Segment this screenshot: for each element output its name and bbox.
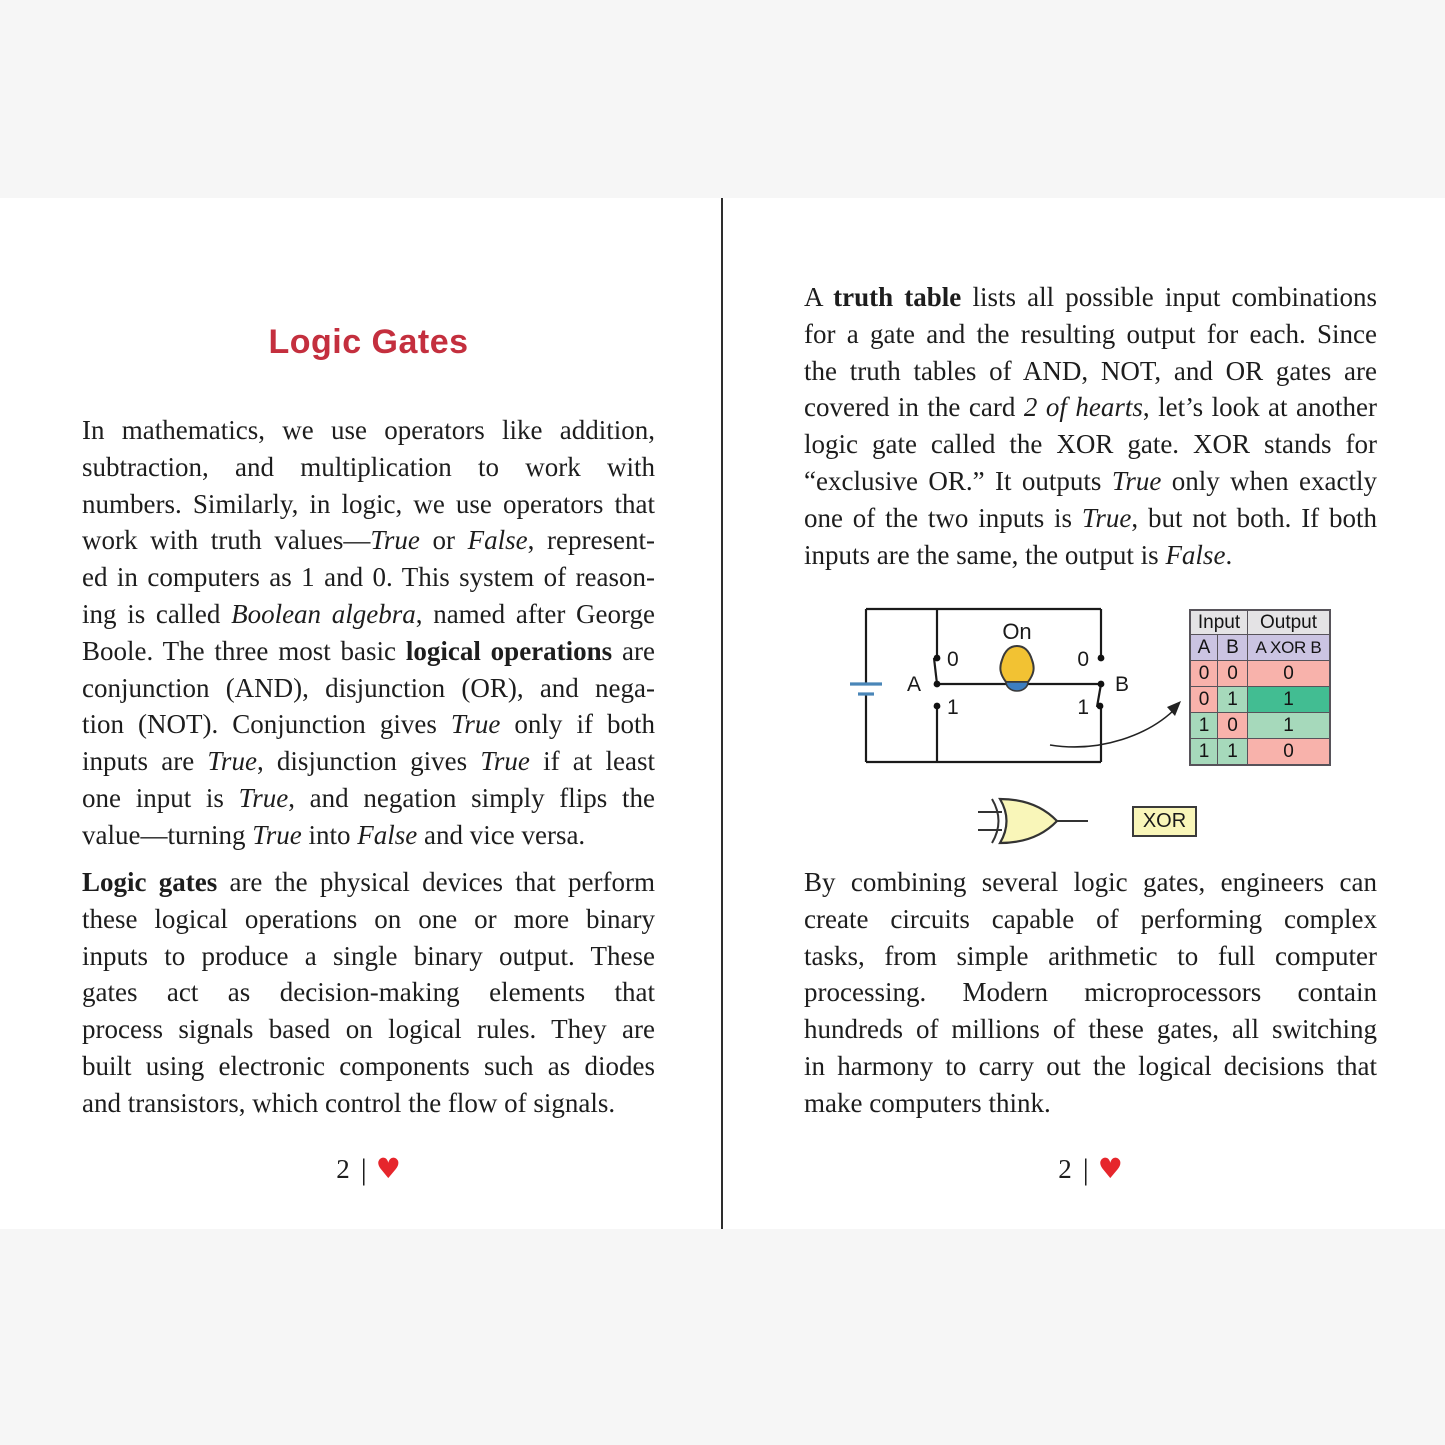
left-paragraph-1 [82,412,655,854]
right-page-footer [804,1152,1377,1186]
page-title: Logic Gates [268,323,469,361]
body-line: tion (NOT). Conjunction gives True only if both [82,709,655,740]
body-line: process signals based on logical rules. They are [82,1014,655,1045]
table-subheader-axorb: A XOR B [1248,635,1329,660]
body-line: conjunction (AND), disjunction (OR), and nega- [82,672,655,703]
body-line: these logical operations on one or more binary [82,903,655,934]
heart-suit-icon: ♥ [375,1152,401,1185]
switch-b [1097,655,1105,710]
footer-separator: | [360,1153,367,1186]
table-header-input: Input [1191,611,1247,634]
body-line: A truth table lists all possible input combinations [804,282,1377,312]
table-cell: 1 [1218,739,1247,764]
body-line: and transistors, which control the flow of signals. [82,1087,616,1118]
circuit-wires [866,609,1101,762]
body-line: covered in the card 2 of hearts, let’s look at another [804,392,1377,423]
body-line: numbers. Similarly, in logic, we use operators that [82,488,655,519]
left-paragraph-2 [82,864,655,1122]
body-line: work with truth values—True or False, represent- [82,525,655,556]
switch-a [934,655,941,710]
body-line: hundreds of millions of these gates, all switching [804,1014,1377,1045]
table-cell: 1 [1248,713,1329,738]
body-line: ed in computers as 1 and 0. This system of reason- [82,562,655,593]
xor-circuit-diagram [845,595,1205,795]
body-line: tasks, from simple arithmetic to full computer [804,940,1377,971]
table-cell: 1 [1218,687,1247,712]
top-margin-band [0,0,1445,198]
table-cell: 0 [1191,661,1217,686]
switch-a-1-label: 1 [947,696,959,719]
xor-truth-table [1189,609,1331,766]
body-line: inputs to produce a single binary output. These [82,940,655,971]
battery-icon [850,684,882,694]
table-cell-highlighted: 1 [1248,687,1329,712]
right-paragraph-2 [804,864,1377,1122]
body-line: create circuits capable of performing complex [804,903,1377,934]
bulb-on-label: On [1002,619,1032,644]
body-line: gates act as decision-making elements that [82,977,655,1008]
table-subheader-b: B [1218,635,1247,660]
xor-gate-icon [978,797,1090,847]
table-subheader-a: A [1191,635,1217,660]
table-cell: 0 [1218,661,1247,686]
body-line: inputs are True, disjunction gives True if at least [82,746,655,777]
body-line: Logic gates are the physical devices that perform [82,867,655,897]
heart-suit-icon: ♥ [1097,1152,1123,1185]
body-line: built using electronic components such as diodes [82,1050,655,1081]
page-divider [721,198,723,1229]
body-line: subtraction, and multiplication to work with [82,451,655,482]
body-line: In mathematics, we use operators like addition, [82,415,655,445]
body-line: one input is True, and negation simply flips the [82,782,656,813]
body-line: logic gate called the XOR gate. XOR stands for [804,429,1377,460]
table-cell: 0 [1191,687,1217,712]
table-cell: 0 [1218,713,1247,738]
switch-a-label: A [906,673,922,696]
switch-b-0-label: 0 [1077,648,1089,671]
body-line: Boole. The three most basic logical operations are [82,635,655,666]
pointer-arrow-icon [1050,701,1181,747]
left-page-footer [82,1152,655,1186]
body-line: one of the two inputs is True, but not both. If both [804,502,1377,533]
page-number: 2 [1058,1154,1072,1184]
body-line: processing. Modern microprocessors contain [804,977,1377,1008]
xor-gate-label: XOR [1132,806,1197,837]
body-line: ing is called Boolean algebra, named after George [82,598,655,629]
table-cell: 1 [1191,713,1217,738]
switch-b-1-label: 1 [1077,696,1089,719]
body-line: for a gate and the resulting output for each. Since [804,318,1377,349]
body-line: “exclusive OR.” It outputs True only when exactly [804,465,1377,496]
body-line: inputs are the same, the output is False. [804,539,1233,570]
switch-b-label: B [1115,673,1130,696]
bottom-margin-band [0,1229,1445,1445]
footer-separator: | [1082,1153,1089,1186]
table-cell: 0 [1248,661,1329,686]
body-line: the truth tables of AND, NOT, and OR gates are [804,355,1377,386]
page-number: 2 [336,1154,350,1184]
table-header-output: Output [1248,611,1329,634]
table-cell: 1 [1191,739,1217,764]
right-paragraph-1 [804,279,1377,573]
switch-a-0-label: 0 [947,648,959,671]
body-line: value—turning True into False and vice versa. [82,819,586,850]
body-line: By combining several logic gates, engineers can [804,867,1377,897]
body-line: make computers think. [804,1087,1051,1118]
body-line: in harmony to carry out the logical decisions that [804,1050,1377,1081]
table-cell: 0 [1248,739,1329,764]
